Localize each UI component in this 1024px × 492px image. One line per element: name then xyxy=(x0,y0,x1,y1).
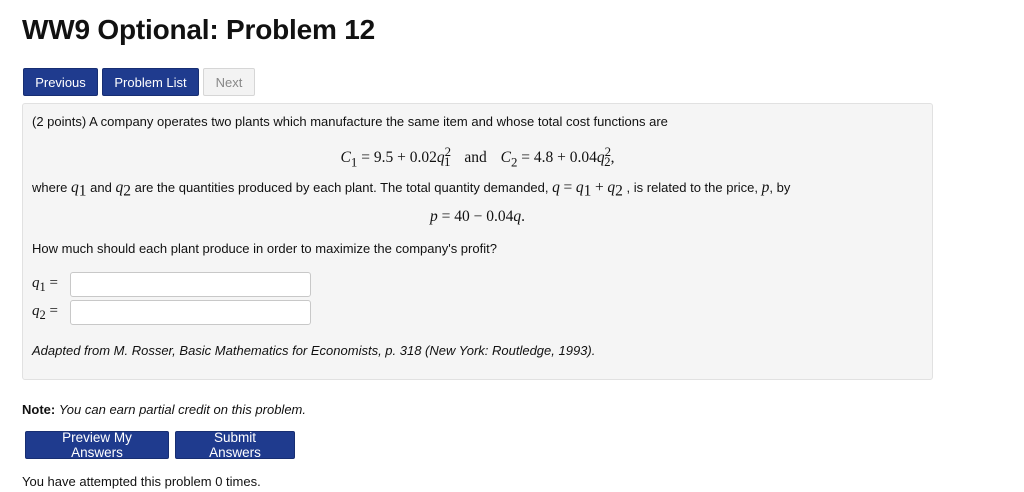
preview-answers-button[interactable]: Preview My Answers xyxy=(25,431,169,459)
answer-actions xyxy=(25,431,295,459)
cost-functions-equation: $C_1 = 9.5 + 0.02q^2_1$ and $C_2 = 4.8 + 0.04q^2_2$, xyxy=(340,144,615,170)
previous-button[interactable]: Previous xyxy=(23,68,98,96)
answer-row-q1 xyxy=(32,272,311,297)
answer-label-q2: $q_2$ = xyxy=(32,302,58,322)
answer-input-q1[interactable] xyxy=(70,272,311,297)
submit-answers-button[interactable]: Submit Answers xyxy=(175,431,295,459)
problem-nav xyxy=(23,68,255,96)
price-equation: p = 40 − 0.04q. xyxy=(430,208,525,225)
partial-credit-note: Note: You can earn partial credit on this problem. xyxy=(22,402,306,417)
page-title: WW9 Optional: Problem 12 xyxy=(22,14,376,45)
problem-panel xyxy=(22,103,933,380)
problem-intro: (2 points) A company operates two plants which manufacture the same item and whose total cost functions are xyxy=(32,114,668,129)
quantity-relation-text: where $q_1$ and $q_2$ are the quantities produced by each plant. The total quantity demanded, $q = q_1 + q_2$ , is related to the price, p, by xyxy=(32,179,791,200)
answer-label-q1: $q_1$ = xyxy=(32,274,58,294)
problem-question: How much should each plant produce in order to maximize the company's profit? xyxy=(32,241,497,256)
attempts-text: You have attempted this problem 0 times. xyxy=(22,474,261,489)
answer-row-q2 xyxy=(32,300,311,325)
problem-list-button[interactable]: Problem List xyxy=(102,68,199,96)
next-button[interactable]: Next xyxy=(203,68,255,96)
answer-input-q2[interactable] xyxy=(70,300,311,325)
citation: Adapted from M. Rosser, Basic Mathematics for Economists, p. 318 (New York: Routledge, 1993). xyxy=(32,343,596,358)
